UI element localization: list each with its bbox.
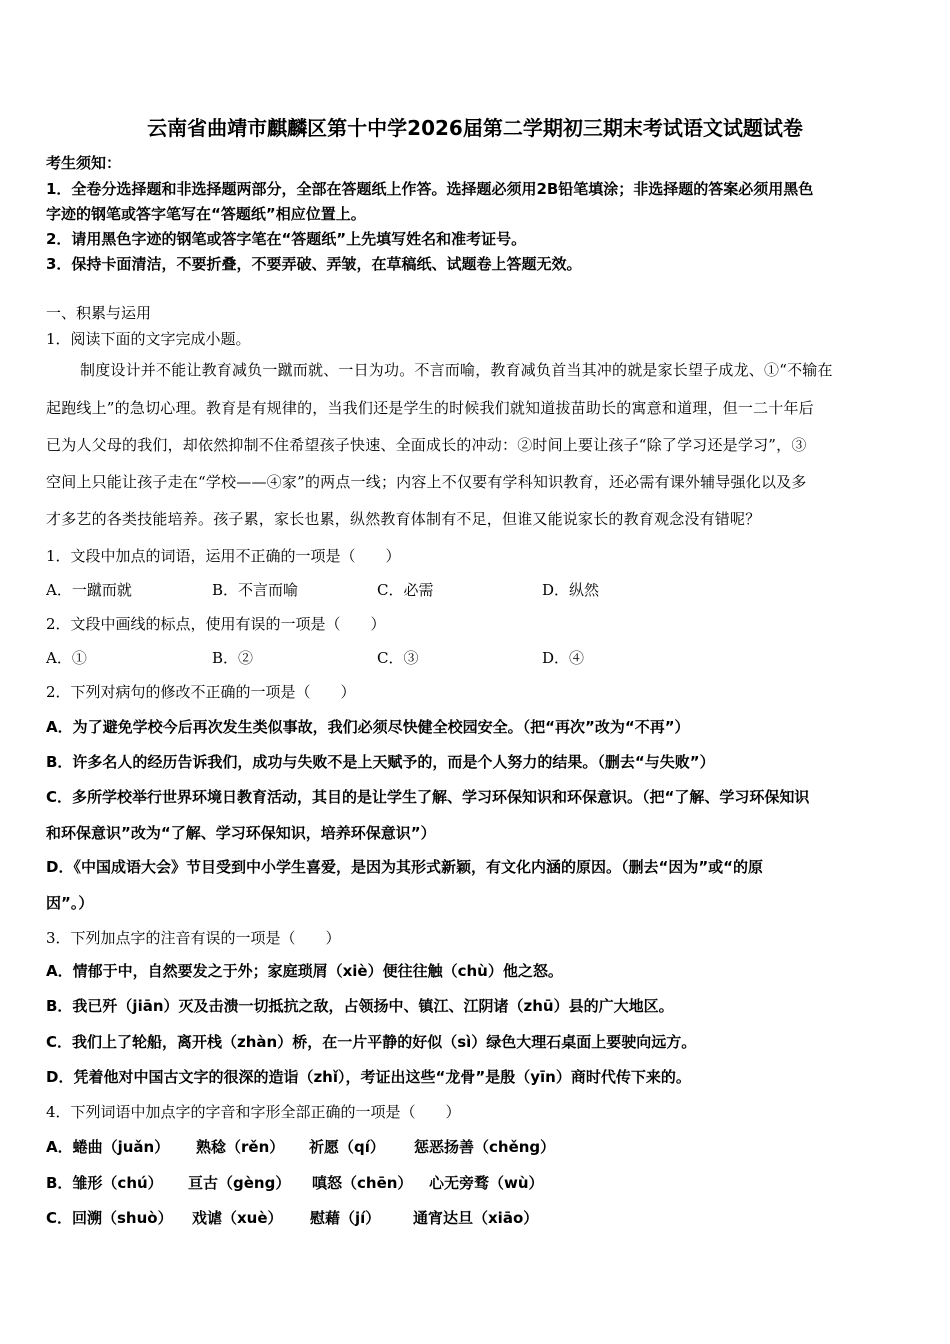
notice-heading: 考生须知： — [46, 154, 122, 172]
question-1-stem: 1．阅读下面的文字完成小题。 — [46, 330, 251, 348]
question-3-option[interactable]: A．情郁于中，自然要发之于外；家庭琐屑（xiè）便往往触（chù）他之怒。 — [46, 962, 563, 980]
question-4-b-word: 嗔怒（chēn） — [312, 1174, 413, 1192]
question-4-b-word[interactable]: B．雏形（chú） — [46, 1174, 163, 1192]
section-heading: 一、积累与运用 — [46, 304, 152, 322]
question-4-c-word[interactable]: C．回溯（shuò） — [46, 1209, 173, 1227]
question-2-option-cont: 和环保意识”改为“了解、学习环保知识，培养环保意识”） — [46, 824, 436, 842]
question-4-a-word[interactable]: A．蜷曲（juǎn） — [46, 1138, 170, 1156]
notice-item: 1．全卷分选择题和非选择题两部分，全部在答题纸上作答。选择题必须用2B铅笔填涂；非选择题的答案必须用黑色 — [46, 180, 814, 198]
question-4-a-word: 熟稔（rěn） — [196, 1138, 285, 1156]
question-3-option[interactable]: B．我已歼（jiān）灭及击溃一切抵抗之敌，占领扬中、镇江、江阴诸（zhū）县的广大地区。 — [46, 997, 674, 1015]
option-c[interactable]: C．③ — [377, 649, 419, 667]
question-4-c-word: 慰藉（jí） — [310, 1209, 381, 1227]
passage-line: 已为人父母的我们，却依然抑制不住希望孩子快速、全面成长的冲动：②时间上要让孩子“除了学习还是学习”，③ — [46, 436, 807, 454]
question-4-c-word: 通宵达旦（xiāo） — [413, 1209, 539, 1227]
option-d[interactable]: D．纵然 — [542, 581, 600, 599]
passage-line: 才多艺的各类技能培养。孩子累，家长也累，纵然教育体制有不足，但谁又能说家长的教育观念没有错呢？ — [46, 510, 761, 528]
question-2-option[interactable]: D．《中国成语大会》节目受到中小学生喜爱，是因为其形式新颖，有文化内涵的原因。（删去“因为”或“的原 — [46, 858, 764, 876]
question-4-b-word: 心无旁骛（wù） — [429, 1174, 544, 1192]
question-2-option-cont: 因”。） — [46, 894, 94, 912]
question-3-option[interactable]: C．我们上了轮船，离开栈（zhàn）桥，在一片平静的好似（sì）绿色大理石桌面上要驶向远方。 — [46, 1033, 697, 1051]
page-title: 云南省曲靖市麒麟区第十中学2026届第二学期初三期末考试语文试题试卷 — [147, 116, 803, 140]
notice-item: 3．保持卡面清洁，不要折叠，不要弄破、弄皱，在草稿纸、试题卷上答题无效。 — [46, 255, 582, 273]
passage-line: 空间上只能让孩子走在“学校——④家”的两点一线；内容上不仅要有学科知识教育，还必需有课外辅导强化以及多 — [46, 473, 807, 491]
question-3-stem: 3．下列加点字的注音有误的一项是（ ） — [46, 929, 341, 947]
passage-line: 起跑线上”的急切心理。教育是有规律的，当我们还是学生的时候我们就知道拔苗助长的寓意和道理，但一二十年后 — [46, 399, 814, 417]
question-4-c-word: 戏谑（xuè） — [192, 1209, 283, 1227]
question-2-option[interactable]: C．多所学校举行世界环境日教育活动，其目的是让学生了解、学习环保知识和环保意识。（把“了解、学习环保知识 — [46, 788, 810, 806]
notice-item: 2．请用黑色字迹的钢笔或答字笔在“答题纸”上先填写姓名和准考证号。 — [46, 230, 527, 248]
option-a[interactable]: A．① — [46, 649, 87, 667]
subquestion-1-stem: 1．文段中加点的词语，运用不正确的一项是（ ） — [46, 547, 401, 565]
question-4-stem: 4．下列词语中加点字的字音和字形全部正确的一项是（ ） — [46, 1103, 461, 1121]
question-4-a-word: 祈愿（qí） — [309, 1138, 385, 1156]
passage-line: 制度设计并不能让教育减负一蹴而就、一日为功。不言而喻，教育减负首当其冲的就是家长望子成龙、①“不输在 — [80, 361, 833, 379]
question-2-stem: 2．下列对病句的修改不正确的一项是（ ） — [46, 683, 356, 701]
question-4-b-word: 亘古（gèng） — [188, 1174, 291, 1192]
question-3-option[interactable]: D．凭着他对中国古文字的很深的造诣（zhǐ），考证出这些“龙骨”是殷（yīn）商时代传下来的。 — [46, 1068, 691, 1086]
option-b[interactable]: B．② — [212, 649, 254, 667]
option-c[interactable]: C．必需 — [377, 581, 434, 599]
question-2-option[interactable]: A．为了避免学校今后再次发生类似事故，我们必须尽快健全校园安全。（把“再次”改为“不再”） — [46, 718, 690, 736]
question-2-option[interactable]: B．许多名人的经历告诉我们，成功与失败不是上天赋予的，而是个人努力的结果。（删去“与失败”） — [46, 753, 715, 771]
subquestion-2-stem: 2．文段中画线的标点，使用有误的一项是（ ） — [46, 615, 386, 633]
option-b[interactable]: B．不言而喻 — [212, 581, 299, 599]
question-4-a-word: 惩恶扬善（chěng） — [414, 1138, 556, 1156]
notice-item: 字迹的钢笔或答字笔写在“答题纸”相应位置上。 — [46, 205, 366, 223]
option-d[interactable]: D．④ — [542, 649, 585, 667]
option-a[interactable]: A．一蹴而就 — [46, 581, 132, 599]
